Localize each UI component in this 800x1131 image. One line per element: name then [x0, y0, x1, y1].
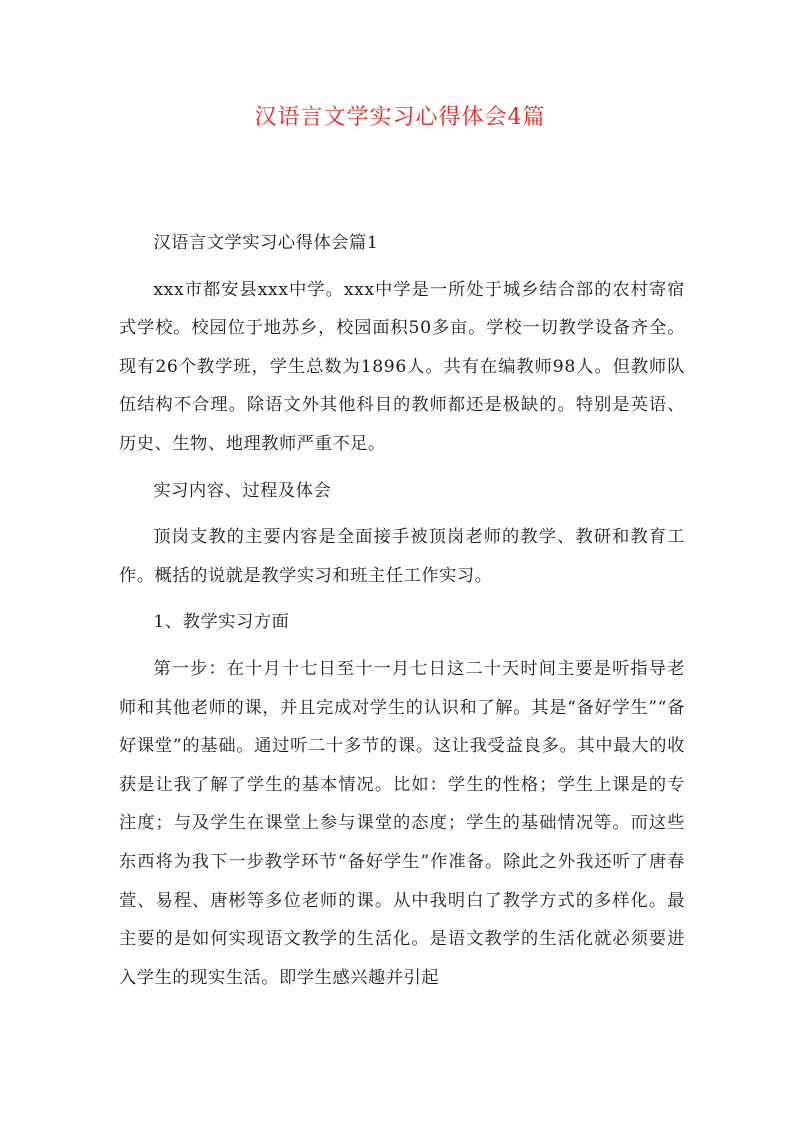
document-body: [119, 224, 685, 1005]
section-heading: 1、教学实习方面: [153, 612, 290, 633]
body-paragraph: xxx市都安县xxx中学。xxx中学是一所处于城乡结合部的农村寄宿式学校。校园位于地苏乡，校园面积50多亩。学校一切教学设备齐全。现有26个教学班，学生总数为1896人。共有在编教师98人。但教师队伍结构不合理。除语文外其他科目的教师都还是极缺的。特别是英语、历史、生物、地理教师严重不足。: [119, 279, 685, 454]
body-paragraph: 第一步：在十月十七日至十一月七日这二十天时间主要是听指导老师和其他老师的课，并且完成对学生的认识和了解。其是“备好学生”“备好课堂”的基础。通过听二十多节的课。这让我受益良多。其中最大的收获是让我了解了学生的基本情况。比如：学生的性格；学生上课是的专注度；与及学生在课堂上参与课堂的态度；学生的基础情况等。而这些东西将为我下一步教学环节“备好学生”作准备。除此之外我还听了唐春萱、易程、唐彬等多位老师的课。从中我明白了教学方式的多样化。最主要的是如何实现语文教学的生活化。是语文教学的生活化就必须要进入学生的现实生活。即学生感兴趣并引起: [119, 658, 685, 988]
section-heading: 汉语言文学实习心得体会篇1: [153, 233, 379, 253]
document-title: 汉语言文学实习心得体会4篇: [254, 105, 546, 130]
section-heading: 实习内容、过程及体会: [153, 480, 332, 501]
body-paragraph: 顶岗支教的主要内容是全面接手被顶岗老师的教学、教研和教育工作。概括的说就是教学实习和班主任工作实习。: [119, 527, 685, 586]
